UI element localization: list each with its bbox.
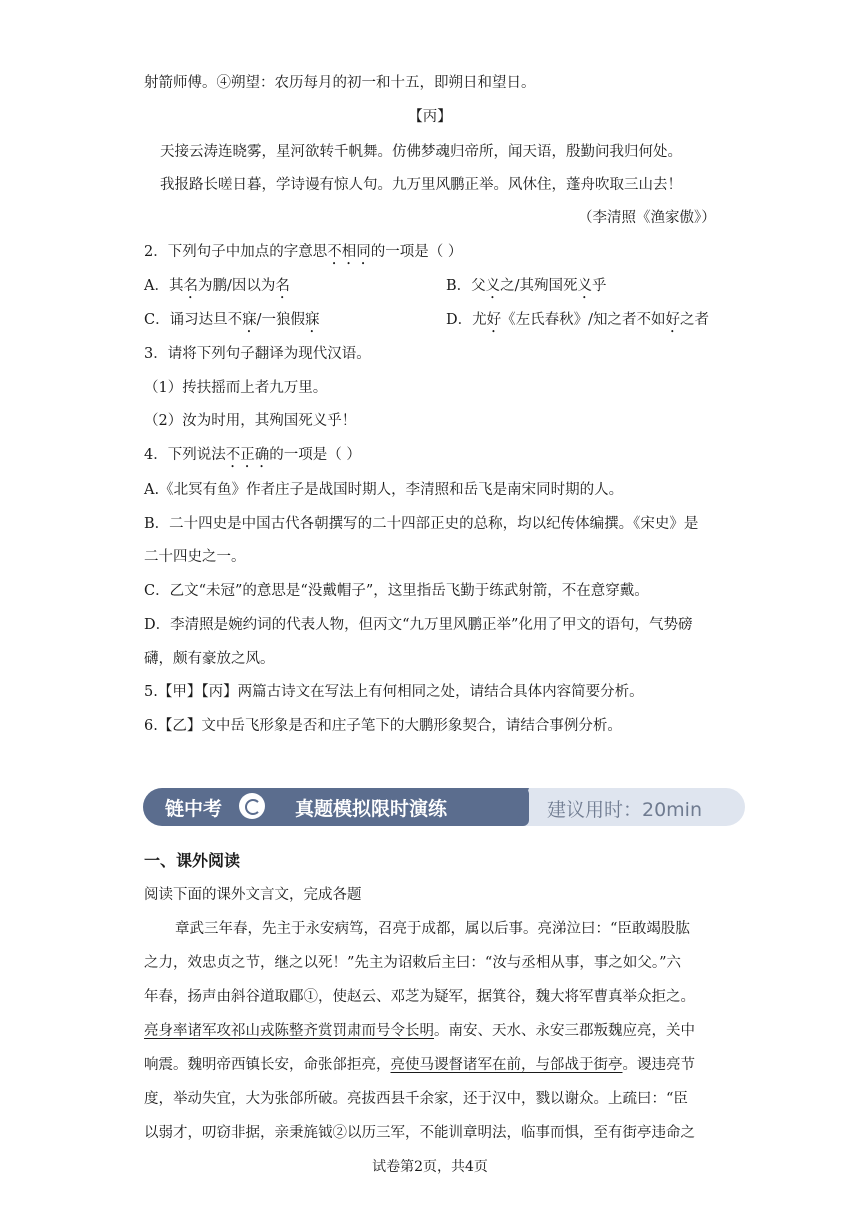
section-instruction: 阅读下面的课外文言文，完成各题: [144, 887, 362, 903]
passage-line-4: 亮身率诸军攻祁山戎陈整齐赏罚肃而号令长明。南安、天水、永安三郡叛魏应亮，关中: [144, 1023, 695, 1039]
passage-line-2: 之力，效忠贞之节，继之以死！”先主为诏敕后主曰：“汝与丞相从事，事之如父。”六: [144, 955, 681, 971]
banner-title: 真题模拟限时演练: [295, 798, 448, 820]
question-3-sentence-2: （2）汝为时用，其殉国死义乎！: [144, 413, 357, 429]
poem-line-2: 我报路长嗟日暮，学诗谩有惊人句。九万里风鹏正举。风休住，蓬舟吹取三山去！: [160, 177, 682, 193]
passage-line-5: 响震。魏明帝西镇长安，命张郃拒亮，亮使马谡督诸军在前，与郃战于街亭。谡违亮节: [144, 1057, 695, 1073]
question-6: 6.【乙】文中岳飞形象是否和庄子笔下的大鹏形象契合，请结合事例分析。: [144, 718, 622, 734]
footnote-line: 射箭师傅。④朔望：农历每月的初一和十五，即朔日和望日。: [144, 75, 536, 91]
section-title: 一、课外阅读: [144, 851, 241, 870]
question-4-option-c: C．乙文“未冠”的意思是“没戴帽子”，这里指岳飞勤于练武射箭，不在意穿戴。: [144, 583, 649, 599]
practice-banner: [143, 788, 745, 826]
question-2-option-d: D．尤好《左氏春秋》/知之者不如好之者: [446, 312, 710, 328]
banner-time-label: 建议用时：20min: [547, 799, 703, 821]
question-4-option-d-line1: D．李清照是婉约词的代表人物，但丙文“九万里风鹏正举”化用了甲文的语句，气势磅: [144, 617, 693, 633]
question-2-option-c: C．诵习达旦不寐/一狼假寐: [144, 312, 320, 328]
question-3-sentence-1: （1）抟扶摇而上者九万里。: [144, 380, 328, 396]
question-4-option-d-line2: 礴，颇有豪放之风。: [144, 651, 275, 667]
question-2-option-b: B．父义之/其殉国死义乎: [446, 278, 607, 294]
question-2-option-a: A．其名为鹏/因以为名: [144, 278, 290, 294]
underlined-sentence-2: 亮使马谡督诸军在前，与郃战于街亭: [390, 1057, 623, 1073]
poem-line-1: 天接云涛连晓雾，星河欲转千帆舞。仿佛梦魂归帝所，闻天语，殷勤问我归何处。: [160, 144, 682, 160]
question-5: 5.【甲】【丙】两篇古诗文在写法上有何相同之处，请结合具体内容简要分析。: [144, 684, 644, 700]
underlined-sentence-1: 亮身率诸军攻祁山戎陈整齐赏罚肃而号令长明: [144, 1023, 434, 1039]
question-4-option-b-line2: 二十四史之一。: [144, 549, 246, 565]
question-3-stem: 3．请将下列句子翻译为现代汉语。: [144, 346, 371, 362]
passage-line-6: 度，举动失宜，大为张郃所破。亮拔西县千余家，还于汉中，戮以谢众。上疏曰：“臣: [144, 1091, 688, 1107]
passage-line-3: 年春，扬声由斜谷道取郿①，使赵云、邓芝为疑军，据箕谷，魏大将军曹真举众拒之。: [144, 989, 695, 1005]
passage-line-1: 章武三年春，先主于永安病笃，召亮于成都，属以后事。亮涕泣曰：“臣敢竭股肱: [175, 921, 690, 937]
passage-line-7: 以弱才，叨窃非据，亲秉旄钺②以历三军，不能训章明法，临事而惧，至有街亭违命之: [144, 1125, 695, 1141]
banner-notch: [515, 788, 529, 826]
section-heading-bing: 【丙】: [408, 109, 452, 125]
swirl-icon: [239, 793, 265, 819]
poem-attribution: （李清照《渔家傲》）: [578, 210, 716, 226]
question-4-option-a: A.《北冥有鱼》作者庄子是战国时期人，李清照和岳飞是南宋同时期的人。: [144, 482, 624, 498]
question-2-stem: 2．下列句子中加点的字意思不相同的一项是（ ）: [144, 244, 463, 260]
question-4-stem: 4．下列说法不正确的一项是（ ）: [144, 447, 361, 463]
question-4-option-b-line1: B．二十四史是中国古代各朝撰写的二十四部正史的总称，均以纪传体编撰。《宋史》是: [144, 516, 699, 532]
banner-left-label: 链中考: [165, 798, 223, 820]
page-footer: 试卷第2页，共4页: [372, 1159, 488, 1175]
